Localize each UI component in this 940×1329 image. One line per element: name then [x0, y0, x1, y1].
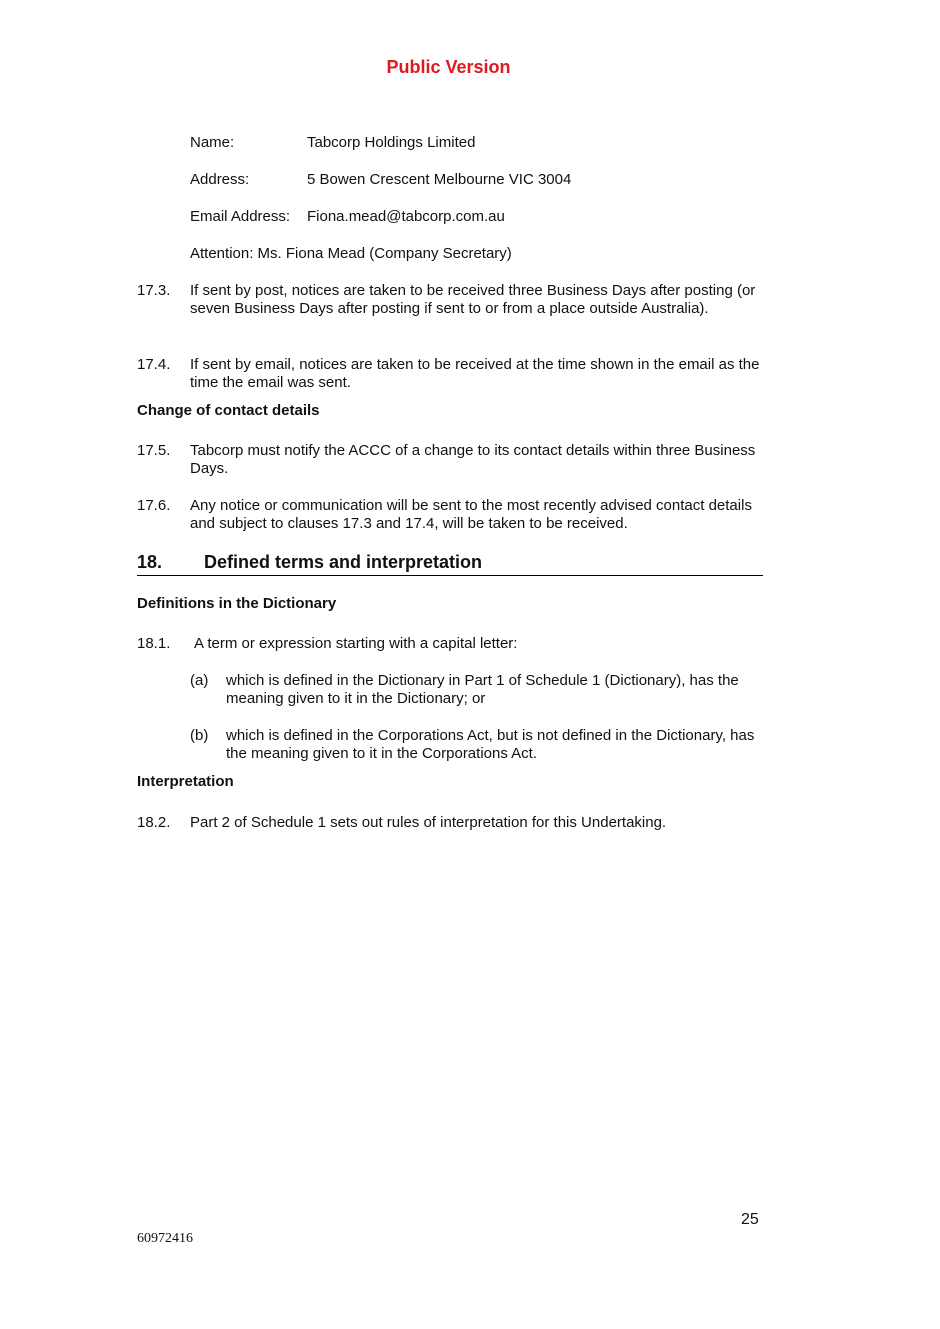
email-value: Fiona.mead@tabcorp.com.au [307, 208, 505, 225]
clause-18-2-number: 18.2. [137, 814, 171, 831]
attention-line: Attention: Ms. Fiona Mead (Company Secretary) [190, 245, 512, 262]
section-18-title: Defined terms and interpretation [204, 552, 483, 572]
clause-17-4-text: If sent by email, notices are taken to be received at the time shown in the email as the time the email was sent. [190, 356, 760, 391]
subclause-a-letter: (a) [190, 672, 209, 689]
clause-17-6-number: 17.6. [137, 497, 171, 514]
subclause-b-text: which is defined in the Corporations Act, but is not defined in the Dictionary, has the meaning given to it in the Corporations Act. [226, 727, 755, 762]
subclause-a-text: which is defined in the Dictionary in Part 1 of Schedule 1 (Dictionary), has the meaning given to it in the Dictionary; or [226, 672, 739, 707]
clause-18-2-text: Part 2 of Schedule 1 sets out rules of interpretation for this Undertaking. [190, 814, 667, 831]
document-id: 60972416 [137, 1231, 193, 1246]
clause-17-3-text: If sent by post, notices are taken to be received three Business Days after posting (or seven Business Days after posting if sent to or from a place outside Australia). [190, 282, 756, 317]
change-of-contact-heading: Change of contact details [137, 402, 320, 419]
interpretation-heading: Interpretation [137, 773, 234, 790]
address-value: 5 Bowen Crescent Melbourne VIC 3004 [307, 171, 572, 188]
public-version-header: Public Version [386, 57, 511, 77]
section-18-number: 18. [137, 552, 163, 572]
clause-17-5-text: Tabcorp must notify the ACCC of a change to its contact details within three Business Days. [190, 442, 756, 477]
clause-17-4-number: 17.4. [137, 356, 171, 373]
section-heading-rule [137, 575, 763, 576]
name-label: Name: [190, 134, 235, 151]
clause-17-3-number: 17.3. [137, 282, 171, 299]
name-value: Tabcorp Holdings Limited [307, 134, 476, 151]
address-label: Address: [190, 171, 250, 188]
page-number: 25 [741, 1211, 759, 1228]
clause-17-6-text: Any notice or communication will be sent to the most recently advised contact details and subject to clauses 17.3 and 17.4, will be taken to be received. [190, 497, 752, 532]
clause-18-1-text: A term or expression starting with a capital letter: [194, 635, 518, 652]
email-label: Email Address: [190, 208, 291, 225]
clause-17-5-number: 17.5. [137, 442, 171, 459]
subclause-b-letter: (b) [190, 727, 209, 744]
clause-18-1-number: 18.1. [137, 635, 171, 652]
definitions-heading: Definitions in the Dictionary [137, 595, 337, 612]
